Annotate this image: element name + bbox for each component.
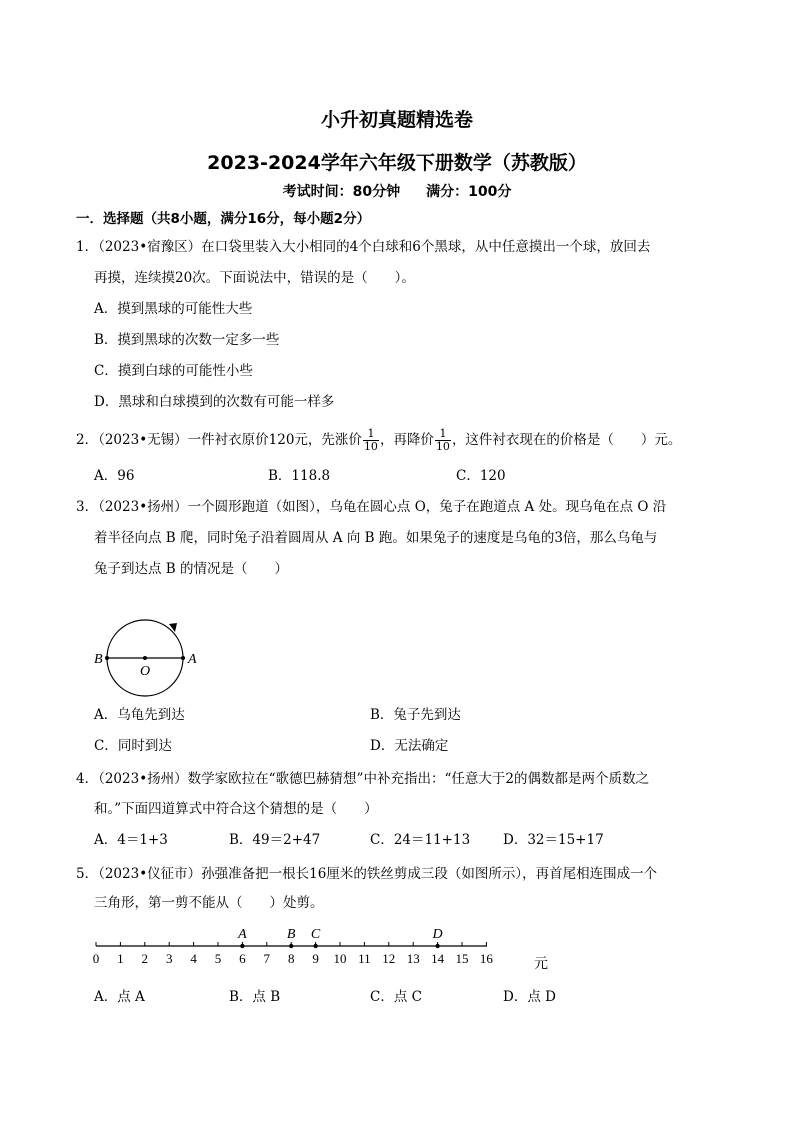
tick-label: 4 xyxy=(190,951,197,966)
tick-label: 9 xyxy=(312,951,319,966)
q1-option-a: A．摸到黑球的可能性大些 xyxy=(94,301,253,317)
q3-option-c: C．同时到达 xyxy=(94,738,172,754)
tick-label: 13 xyxy=(406,951,420,966)
q2-option-a: A．96 xyxy=(94,468,135,484)
point-b-dot xyxy=(289,944,293,948)
fraction-denominator: 10 xyxy=(435,440,450,453)
q1-option-c: C．摸到白球的可能性小些 xyxy=(94,363,253,379)
label-o: O xyxy=(140,664,151,679)
q3-option-d: D．无法确定 xyxy=(370,738,449,754)
direction-arrow-icon xyxy=(169,623,177,632)
q2-option-c: C．120 xyxy=(456,468,506,484)
point-d-dot xyxy=(435,944,439,948)
q5-line2: 三角形，第一剪不能从（ ）处剪。 xyxy=(94,895,324,911)
q2-fraction-1 xyxy=(363,428,379,453)
tick-label: 0 xyxy=(92,951,100,966)
point-b-label: B xyxy=(286,927,296,942)
fraction-numerator: 1 xyxy=(435,428,451,441)
tick-label: 8 xyxy=(287,951,295,966)
point-a-dot xyxy=(181,656,185,660)
tick-label: 1 xyxy=(117,951,124,966)
q2-text-3: ，这件衬衣现在的价格是（ ）元。 xyxy=(451,432,682,448)
tick-label: 6 xyxy=(239,951,246,966)
fraction-denominator: 10 xyxy=(363,440,378,453)
q2-stem xyxy=(76,428,681,453)
q2-text-1: 2．（2023•无锡）一件衬衣原价120元，先涨价 xyxy=(76,432,362,448)
point-d-label: D xyxy=(432,927,443,942)
paper-title: 小升初真题精选卷 xyxy=(320,109,473,131)
section-title: 一．选择题（共8小题，满分16分，每小题2分） xyxy=(76,211,371,227)
q4-line2: 和。”下面四道算式中符合这个猜想的是（ ） xyxy=(94,801,378,817)
q5-number-line xyxy=(86,920,556,975)
q1-option-d: D．黑球和白球摸到的次数有可能一样多 xyxy=(94,394,335,410)
paper-subtitle: 2023-2024学年六年级下册数学（苏教版） xyxy=(207,152,587,174)
q4-option-a: A．4＝1+3 xyxy=(94,832,168,848)
q4-option-d: D．32＝15+17 xyxy=(503,832,604,848)
q5-option-c: C．点 C xyxy=(370,989,422,1005)
tick-label: 14 xyxy=(431,951,445,966)
q3-line1: 3．（2023•扬州）一个圆形跑道（如图），乌龟在圆心点 O，兔子在跑道点 A 处。现乌龟在点 O 沿 xyxy=(76,499,667,515)
q2-option-b: B．118.8 xyxy=(268,468,331,484)
exam-info xyxy=(0,181,794,201)
fraction-numerator: 1 xyxy=(363,428,379,441)
tick-label: 12 xyxy=(382,951,396,966)
tick-label: 3 xyxy=(165,951,173,966)
q4-line1: 4．（2023•扬州）数学家欧拉在“歌德巴赫猜想”中补充指出：“任意大于2的偶数都是两个质数之 xyxy=(76,771,649,787)
tick-label: 16 xyxy=(479,951,493,966)
q4-option-c: C．24＝11+13 xyxy=(370,832,471,848)
q2-text-2: ，再降价 xyxy=(379,432,434,448)
q3-option-a: A．乌龟先到达 xyxy=(94,707,185,723)
tick-label: 7 xyxy=(263,951,271,966)
tick-label: 11 xyxy=(358,951,371,966)
point-a-dot xyxy=(240,944,244,948)
label-b: B xyxy=(94,652,103,667)
tick-label: 5 xyxy=(214,951,222,966)
q5-option-b: B．点 B xyxy=(229,989,281,1005)
exam-score: 满分：100分 xyxy=(426,184,512,200)
tick-label: 10 xyxy=(333,951,347,966)
point-o-dot xyxy=(143,656,147,660)
q1-line1: 1．（2023•宿豫区）在口袋里装入大小相同的4个白球和6个黑球，从中任意摸出一个球，放回去 xyxy=(76,239,651,255)
q3-circle-figure xyxy=(86,612,206,702)
label-a: A xyxy=(188,652,197,667)
q2-fraction-2 xyxy=(435,428,451,453)
q5-option-a: A．点 A xyxy=(94,989,145,1005)
q3-line2: 着半径向点 B 爬，同时兔子沿着圆周从 A 向 B 跑。如果兔子的速度是乌龟的3倍，那么乌龟与 xyxy=(94,530,658,546)
exam-time: 考试时间：80分钟 xyxy=(282,184,401,200)
q5-line1: 5．（2023•仪征市）孙强准备把一根长16厘米的铁丝剪成三段（如图所示），再首尾相连围成一个 xyxy=(76,866,658,882)
q4-option-b: B．49＝2+47 xyxy=(229,832,321,848)
point-b-dot xyxy=(105,656,109,660)
q3-option-b: B．兔子先到达 xyxy=(370,707,461,723)
point-c-label: C xyxy=(310,927,321,942)
q3-line3: 兔子到达点 B 的情况是（ ） xyxy=(94,561,289,577)
q5-option-d: D．点 D xyxy=(503,989,556,1005)
tick-label: 2 xyxy=(141,951,149,966)
q1-line2: 再摸，连续摸20次。下面说法中，错误的是（ ）。 xyxy=(94,270,415,286)
point-a-label: A xyxy=(238,927,247,942)
point-c-dot xyxy=(313,944,317,948)
tick-label: 15 xyxy=(455,951,469,966)
stray-unit-label: 元 xyxy=(534,957,548,972)
q1-option-b: B．摸到黑球的次数一定多一些 xyxy=(94,332,280,348)
